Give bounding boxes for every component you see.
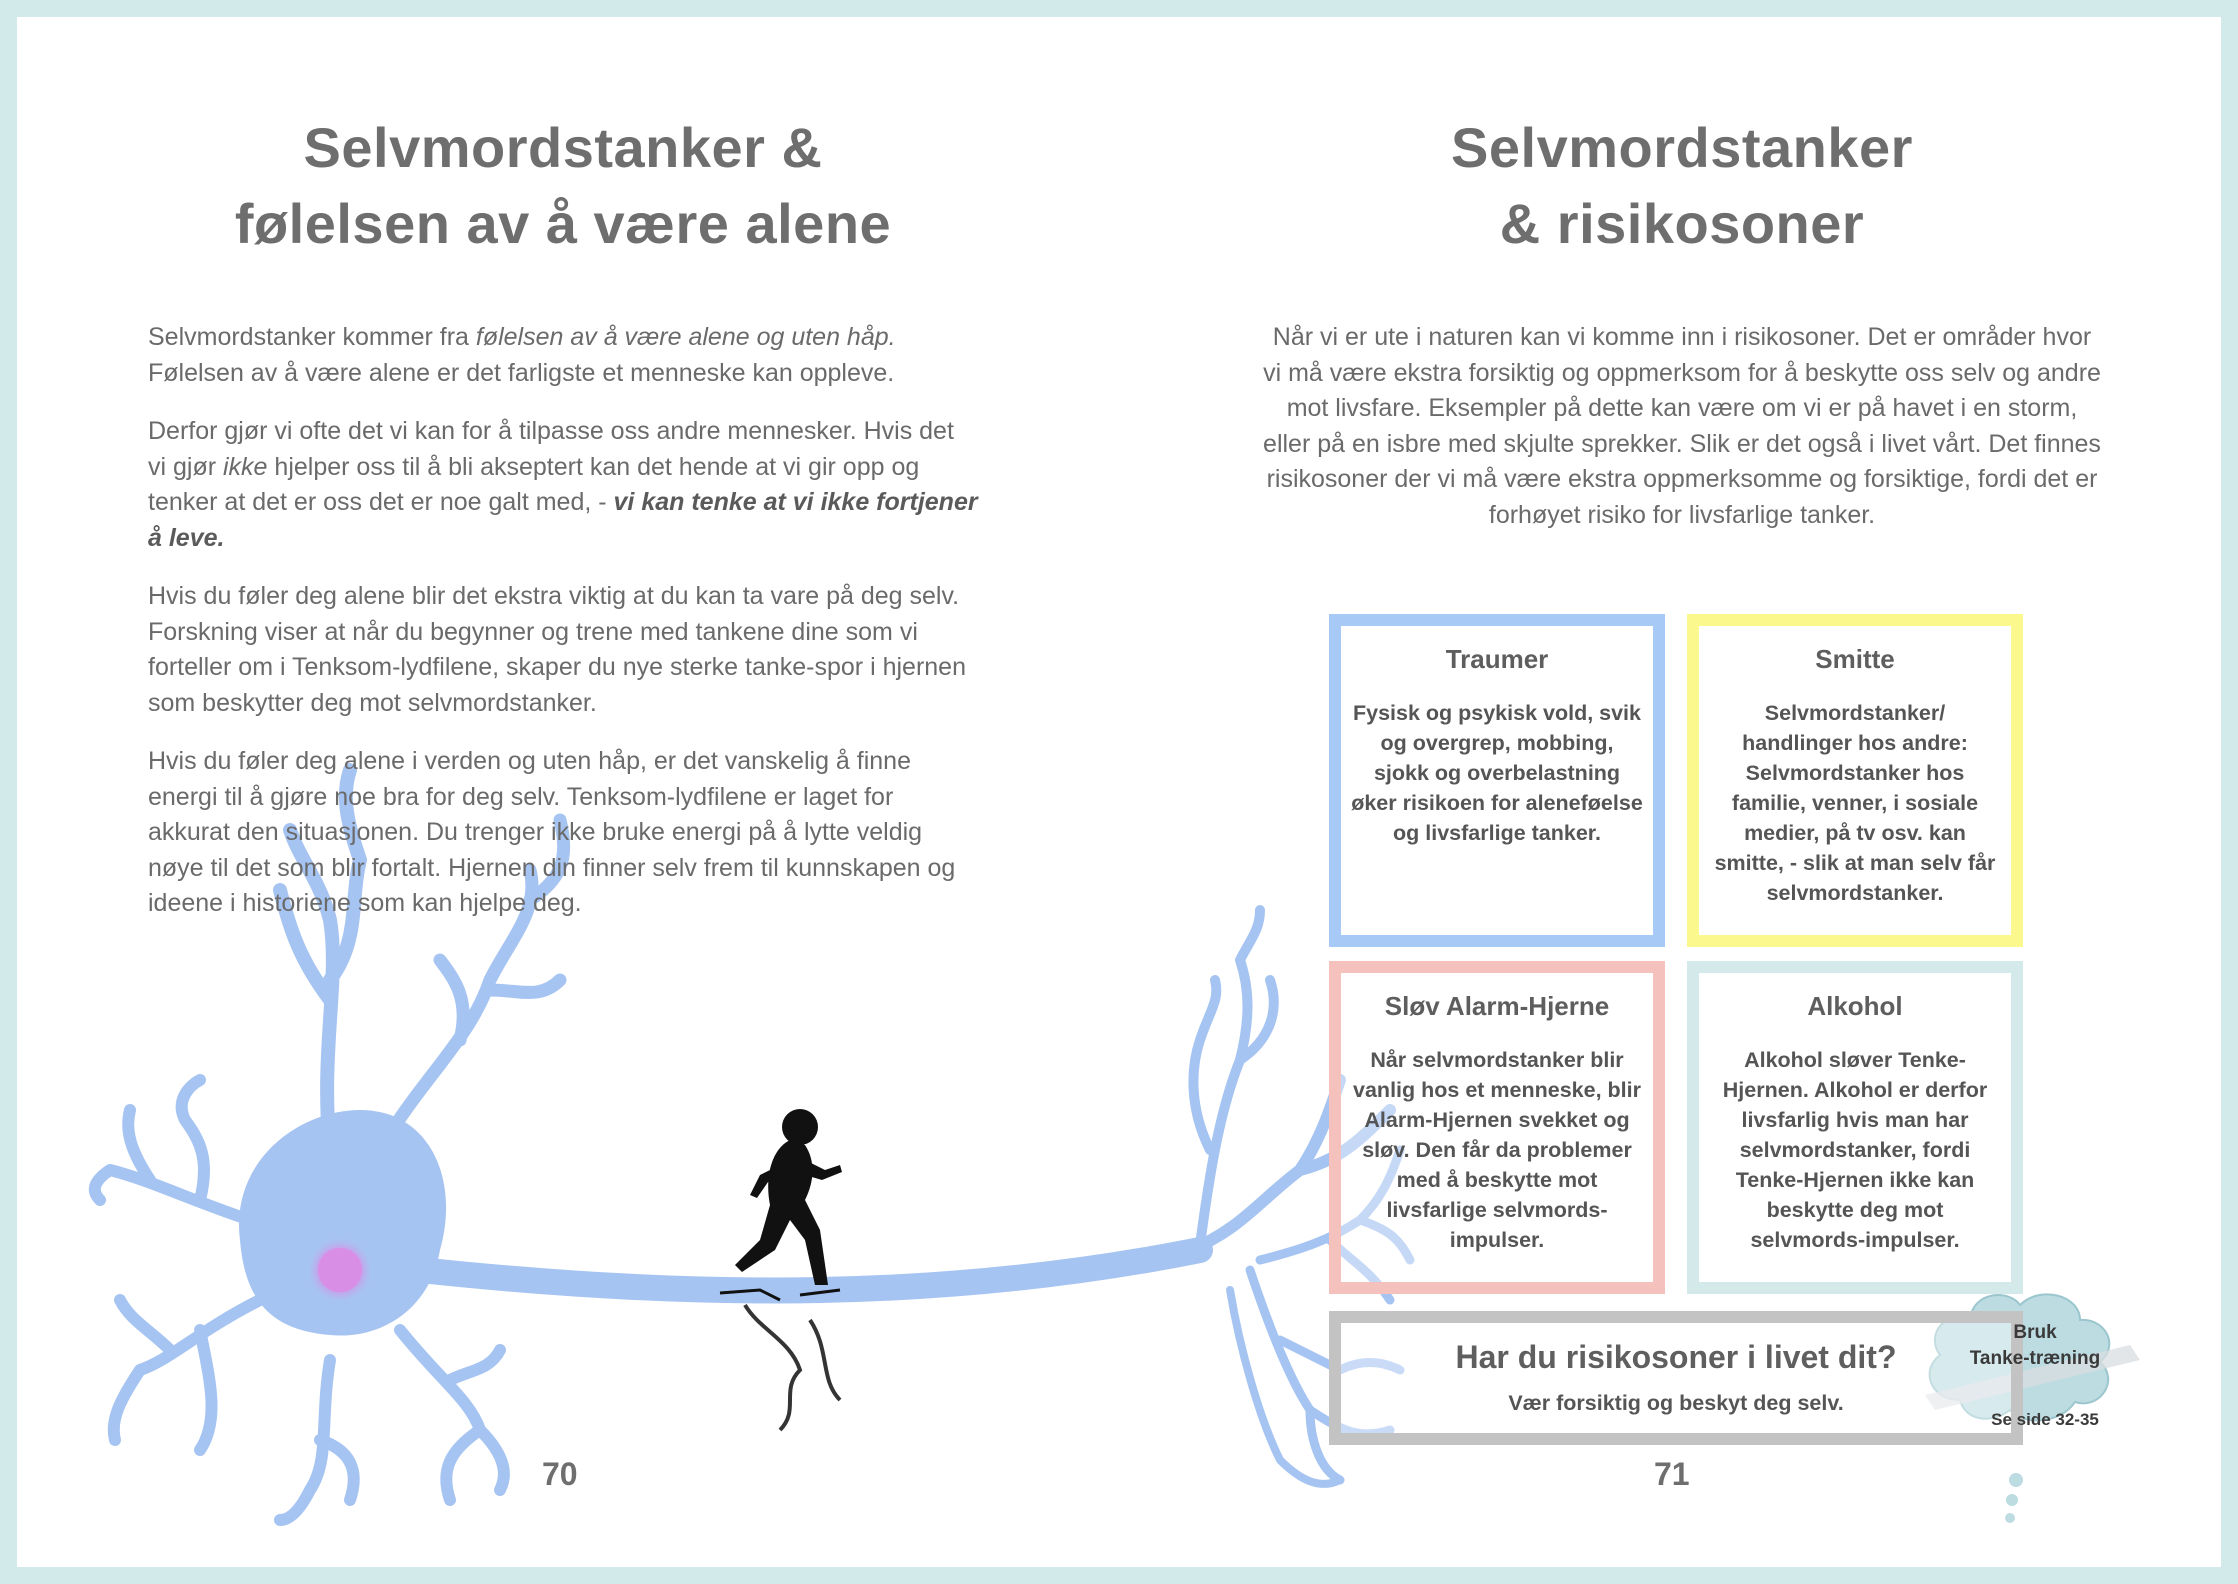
box-body: Alkohol sløver Tenke-Hjernen. Alkohol er derfor livsfarlig hvis man har selvmordstanker, fordi Tenke-Hjernen ikke kan beskytte deg mot selvmords-impulser. <box>1722 1048 1988 1252</box>
p1-italic: følelsen av å være alene og uten håp. <box>475 323 896 351</box>
box-body: Fysisk og psykisk vold, svik og overgrep, mobbing, sjokk og overbelastning øker risikoen for aleneføelse og livsfarlige tanker. <box>1351 701 1643 845</box>
page-number-right: 71 <box>1654 1456 1690 1492</box>
paragraph-1 <box>148 320 978 391</box>
paragraph-4: Hvis du føler deg alene i verden og uten håp, er det vanskelig å finne energi til å gjøre noe bra for deg selv. Tenksom-lydfilene er laget for akkurat den situasjonen. Du trenger ikke bruke energi på å lytte veldig nøye til det som blir fortalt. Hjernen din finner selv frem til kunnskapen og ideene i historiene som kan hjelpe deg. <box>148 747 956 917</box>
runner-silhouette <box>720 1109 842 1430</box>
risk-box-traumer <box>1329 614 1665 947</box>
risk-box-slov-alarm-hjerne <box>1329 961 1665 1294</box>
p1-text-b: Følelsen av å være alene er det farligste et menneske kan oppleve. <box>148 358 895 387</box>
paragraph-2 <box>148 414 978 556</box>
risk-box-alkohol <box>1687 961 2023 1294</box>
paragraph-3: Hvis du føler deg alene blir det ekstra viktig at du kan ta vare på deg selv. Forskning viser at når du begynner og trene med tankene dine som vi forteller om i Tenksom-lydfilene, skaper du nye sterke tanke-spor i hjernen som beskytter deg mot selvmordstanker. <box>148 582 966 717</box>
left-body-text <box>148 320 978 945</box>
left-title-line1: Selvmordstanker & <box>303 116 823 179</box>
p2-bold: vi kan tenke at vi ikke fortjener å leve. <box>148 488 978 552</box>
box-title: Smitte <box>1815 644 1895 674</box>
right-page-title <box>1262 110 2102 262</box>
p1-text: Selvmordstanker kommer fra <box>148 323 476 351</box>
left-title-line2: følelsen av å være alene <box>234 192 892 255</box>
right-title-line2: & risikosoner <box>1499 192 1865 255</box>
question-subtitle: Vær forsiktig og beskyt deg selv. <box>1508 1391 1844 1415</box>
cloud-page-ref[interactable]: Se side 32-35 <box>1991 1410 2099 1429</box>
box-body: Når selvmordstanker blir vanlig hos et menneske, blir Alarm-Hjernen svekket og sløv. Den får da problemer med å beskytte mot livsfarlige selvmords-impulser. <box>1353 1048 1641 1252</box>
right-title-line1: Selvmordstanker <box>1451 116 1913 179</box>
box-body: Selvmordstanker/ handlinger hos andre: Selvmordstanker hos familie, venner, i sosiale medier, på tv osv. kan smitte, - slik at man selv får selvmordstanker. <box>1714 701 1996 905</box>
box-title: Traumer <box>1445 644 1549 674</box>
box-title: Alkohol <box>1807 991 1903 1021</box>
p2-text: Derfor gjør vi ofte det vi kan for å tilpasse oss andre mennesker. Hvis det vi gjør <box>148 417 954 481</box>
cloud-line-2: Tanke-træning <box>1969 1348 2101 1369</box>
cloud-line-1: Bruk <box>2013 1322 2057 1343</box>
question-title: Har du risikosoner i livet dit? <box>1455 1339 1897 1375</box>
cloud-label <box>1950 1320 2120 1372</box>
p2-italic: ikke <box>223 452 268 481</box>
page-number-left: 70 <box>542 1456 578 1492</box>
question-box <box>1329 1311 2023 1445</box>
box-title: Sløv Alarm-Hjerne <box>1384 991 1610 1021</box>
left-page-title <box>148 110 978 262</box>
risk-box-smitte <box>1687 614 2023 947</box>
right-intro-text: Når vi er ute i naturen kan vi komme inn i risikosoner. Det er områder hvor vi må være ekstra forsiktig og oppmerksom for å beskytte oss selv og andre mot livsfare. Eksempler på dette kan være om vi er på havet i en storm, eller på en isbre med skjulte sprekker. Slik er det også i livet vårt. Det finnes risikosoner der vi må være ekstra oppmerksomme og forsiktige, fordi det er forhøyet risiko for livsfarlige tanker. <box>1263 323 2101 529</box>
p2-text-b: hjelper oss til å bli akseptert kan det hende at vi gir opp og tenker at det er oss det er noe galt med, - <box>148 452 920 516</box>
